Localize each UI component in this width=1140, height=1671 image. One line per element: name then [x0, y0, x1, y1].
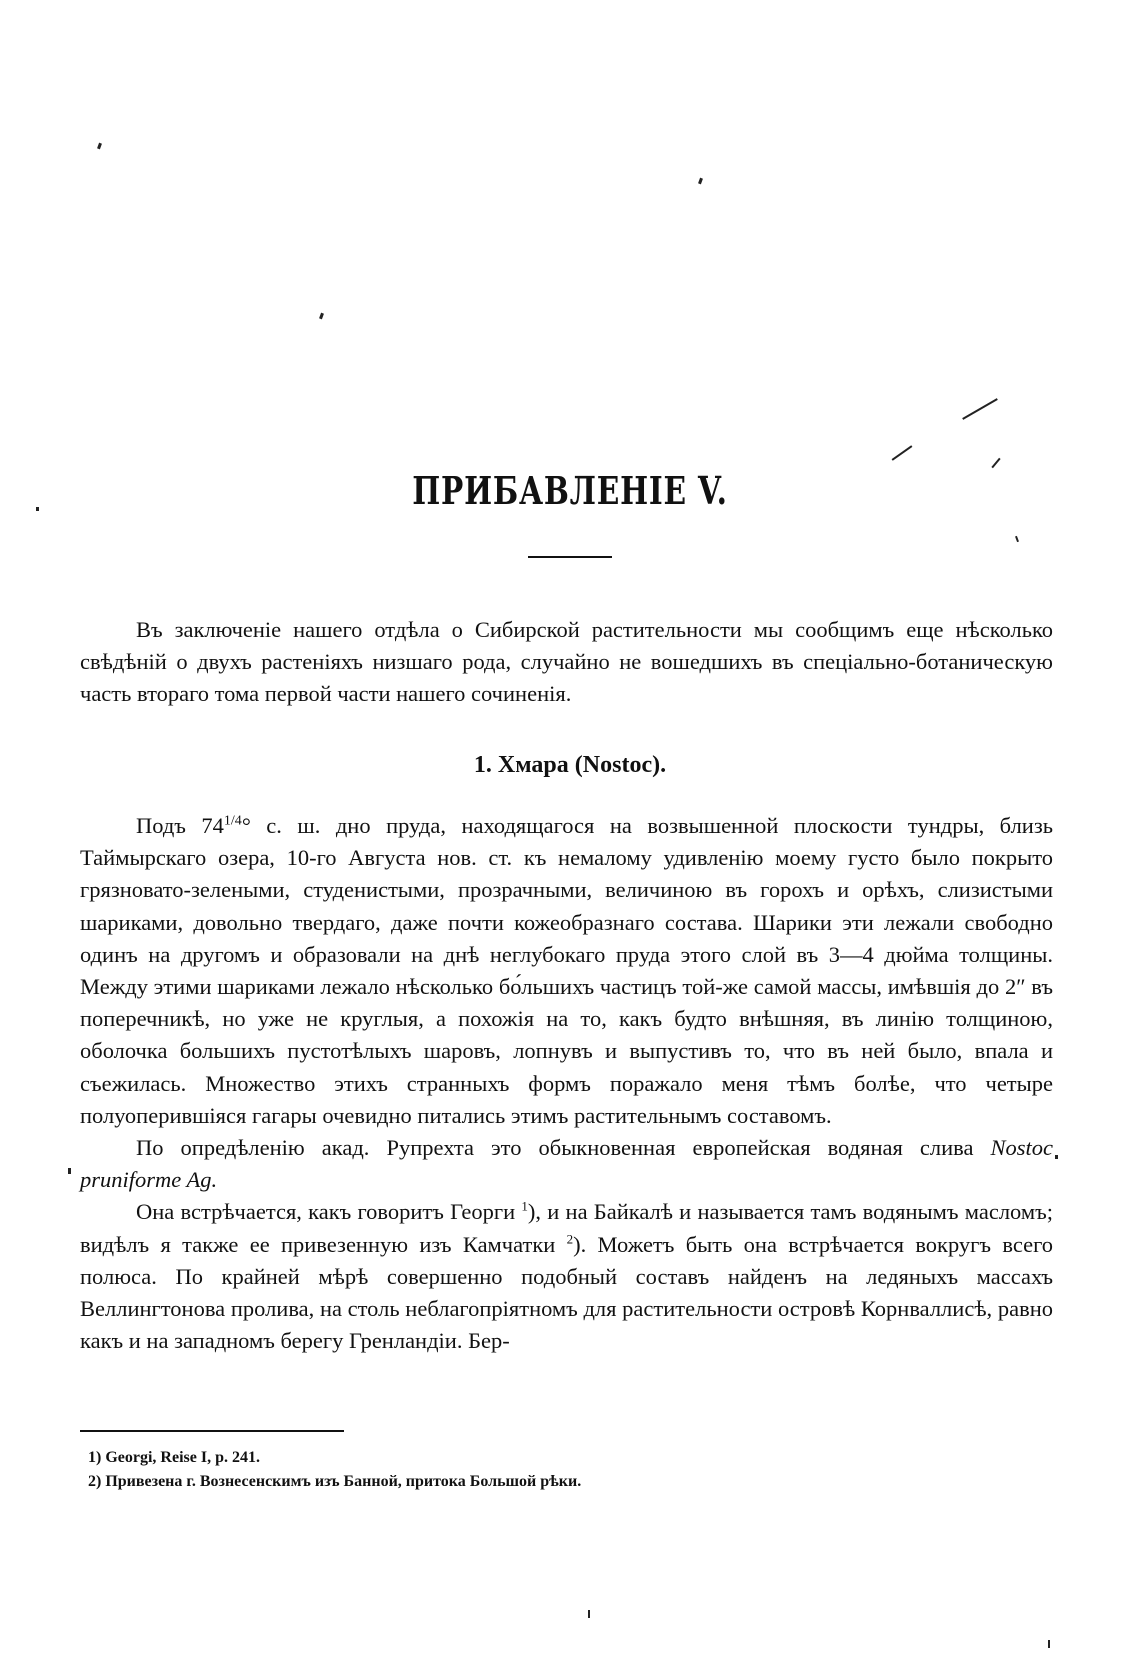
- paragraph-3: [80, 1196, 1053, 1357]
- speck: [962, 398, 998, 420]
- footnote-2-mark: 2): [88, 1473, 102, 1490]
- latitude-fraction: 1/4: [223, 813, 242, 829]
- p3-part2: ), и на Байкалѣ и называется тамъ водянымъ масломъ; видѣлъ я также ее привезенную изъ Камчатки: [80, 1199, 1053, 1257]
- section-heading: [0, 752, 1140, 779]
- p1-rest: ° с. ш. дно пруда, находящагося на возвышенной плоскости тундры, близь Таймырскаго озера, 10-го Августа нов. ст. къ немалому удивленію моему густо было покрыто грязновато-зелеными, студенистыми, прозрачными, величиною въ горохъ и орѣхъ, слизистыми шариками, довольно твердаго, даже почти кожеобразнаго состава. Шарики эти лежали свободно одинъ на другомъ и образовали на днѣ неглубокаго пруда этого слой въ 3—4 дюйма толщины. Между этими шариками лежало нѣсколько бо́льшихъ частицъ той-же самой массы, имѣвшія до 2″ въ поперечникѣ, но уже не круглыя, а похожія на то, какъ будто внѣшняя, въ линію толщиною, оболочка большихъ пустотѣлыхъ шаровъ, лопнувъ и выпустивъ то, что въ ней было, впала и съежилась. Множество этихъ странныхъ формъ поражало меня тѣмъ болѣе, что четыре полуоперившіяся гагары очевидно питались этимъ растительнымъ составомъ.: [80, 813, 1053, 1128]
- footnotes: [88, 1446, 988, 1494]
- p3-part1: Она встрѣчается, какъ говоритъ Георги: [136, 1199, 516, 1225]
- speck: [698, 178, 703, 185]
- appendix-title: ПРИБАВЛЕНІЕ V.: [412, 468, 728, 513]
- speck: [991, 458, 1000, 468]
- speck: [36, 507, 39, 511]
- body-text: [80, 810, 1053, 1357]
- p2-latin-name: Nostoc pruniforme Ag.: [80, 1135, 1053, 1193]
- intro-text: Въ заключеніе нашего отдѣла о Сибирской растительности мы сообщимъ еще нѣсколько свѣдѣній о двухъ растеніяхъ низшаго рода, случайно не вошедшихъ въ спеціально-ботаническую часть втораго тома первой части нашего сочиненія.: [80, 617, 1053, 707]
- speck: [892, 445, 913, 460]
- speck: [1048, 1640, 1050, 1648]
- footnote-ref-2: 2: [566, 1231, 574, 1247]
- title-rule: [528, 556, 612, 558]
- p3-part3: ). Можетъ быть она встрѣчается вокругъ всего полюса. По крайней мѣрѣ совершенно подобный составъ найденъ на ледяныхъ массахъ Веллингтонова пролива, на столь неблагопріятномъ для растительности островѣ Корнваллисѣ, равно какъ и на западномъ берегу Гренландіи. Бер-: [80, 1231, 1053, 1354]
- footnote-1: [88, 1446, 988, 1470]
- footnote-ref-1: 1: [521, 1198, 528, 1214]
- p2-main: По опредѣленію акад. Рупрехта это обыкновенная европейская водяная слива: [136, 1135, 974, 1161]
- speck: [97, 143, 102, 150]
- footnote-2: [88, 1470, 988, 1494]
- section-number-name: 1. Хмара: [473, 752, 569, 778]
- footnote-1-text: Georgi, Reise I, p. 241.: [105, 1449, 260, 1466]
- footnote-2-text: Привезена г. Вознесенскимъ изъ Банной, притока Большой рѣки.: [105, 1473, 582, 1490]
- speck: [1055, 1155, 1058, 1159]
- footnote-rule: [80, 1430, 344, 1432]
- p1-start: Подъ 74: [136, 813, 224, 838]
- paragraph-2: [80, 1132, 1053, 1196]
- paragraph-1: [80, 810, 1053, 1132]
- section-latin-name: (Nostoc).: [574, 752, 667, 778]
- speck: [68, 1168, 71, 1174]
- intro-paragraph: [80, 614, 1053, 711]
- speck: [588, 1610, 590, 1618]
- footnote-1-mark: 1): [88, 1449, 102, 1466]
- speck: [1015, 536, 1019, 542]
- speck: [319, 313, 324, 320]
